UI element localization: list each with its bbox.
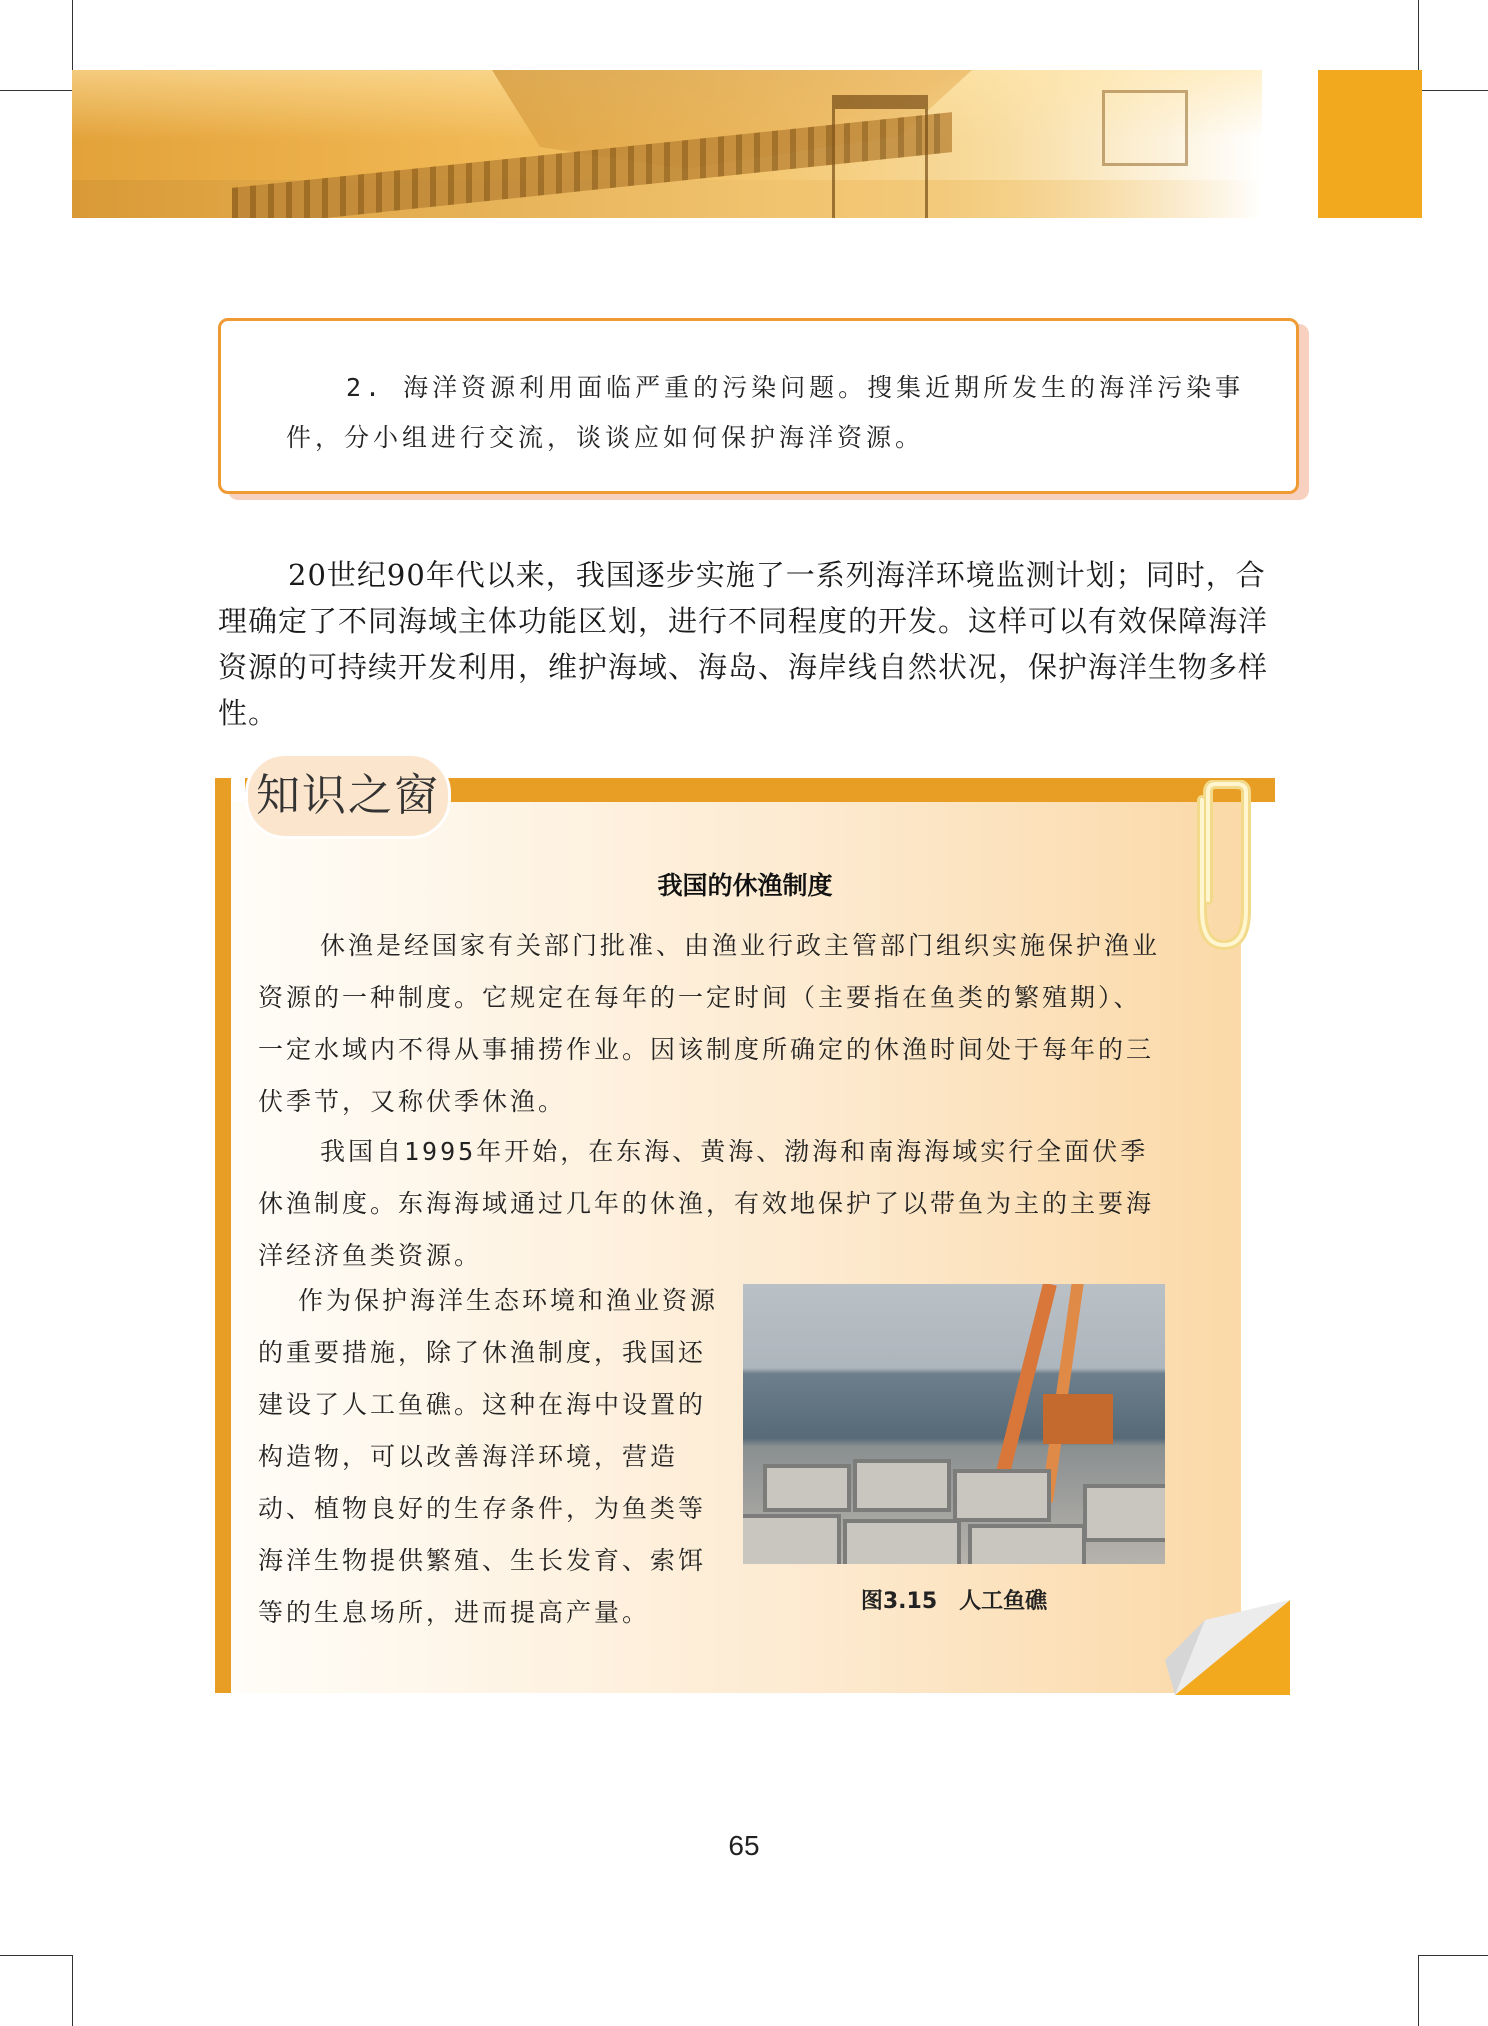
knowledge-paragraph-1: 休渔是经国家有关部门批准、由渔业行政主管部门组织实施保护渔业资源的一种制度。它规定在每年的一定时间（主要指在鱼类的繁殖期）、一定水域内不得从事捕捞作业。因该制度所确定的休渔时间处于每年的三伏季节，又称伏季休渔。: [258, 931, 1161, 1116]
artificial-reef-photo: [743, 1284, 1165, 1564]
page-curl-icon: [1165, 1600, 1290, 1695]
knowledge-paragraph-2: 我国自1995年开始，在东海、黄海、渤海和南海海域实行全面伏季休渔制度。东海海域通过几年的休渔，有效地保护了以带鱼为主的主要海洋经济鱼类资源。: [258, 1137, 1155, 1270]
activity-box: [218, 318, 1299, 494]
crop-mark: [1418, 1955, 1488, 1956]
crop-mark: [0, 1955, 72, 1956]
crop-mark: [72, 0, 73, 72]
knowledge-heading: 我国的休渔制度: [657, 871, 833, 900]
crop-mark: [1418, 0, 1419, 72]
crop-mark: [72, 1955, 73, 2026]
chapter-side-tab: [1318, 70, 1422, 218]
crop-mark: [0, 90, 72, 91]
page-number: 65: [728, 1830, 760, 1861]
body-paragraph: 20世纪90年代以来，我国逐步实施了一系列海洋环境监测计划；同时，合理确定了不同海域主体功能区划，进行不同程度的开发。这样可以有效保障海洋资源的可持续开发利用，维护海域、海岛、海岸线自然状况，保护海洋生物多样性。: [218, 558, 1269, 730]
figure-caption: 图3.15 人工鱼礁: [860, 1589, 1048, 1614]
activity-text: 2. 海洋资源利用面临严重的污染问题。搜集近期所发生的海洋污染事件，分小组进行交流，谈谈应如何保护海洋资源。: [286, 373, 1245, 452]
header-banner-image: [72, 70, 1262, 218]
knowledge-window-label: 知识之窗: [245, 753, 451, 839]
knowledge-paragraph-3: 作为保护海洋生态环境和渔业资源的重要措施，除了休渔制度，我国还建设了人工鱼礁。这种在海中设置的构造物，可以改善海洋环境，营造动、植物良好的生存条件，为鱼类等海洋生物提供繁殖、生长发育、索饵等的生息场所，进而提高产量。: [258, 1286, 719, 1627]
crop-mark: [1418, 1955, 1419, 2026]
